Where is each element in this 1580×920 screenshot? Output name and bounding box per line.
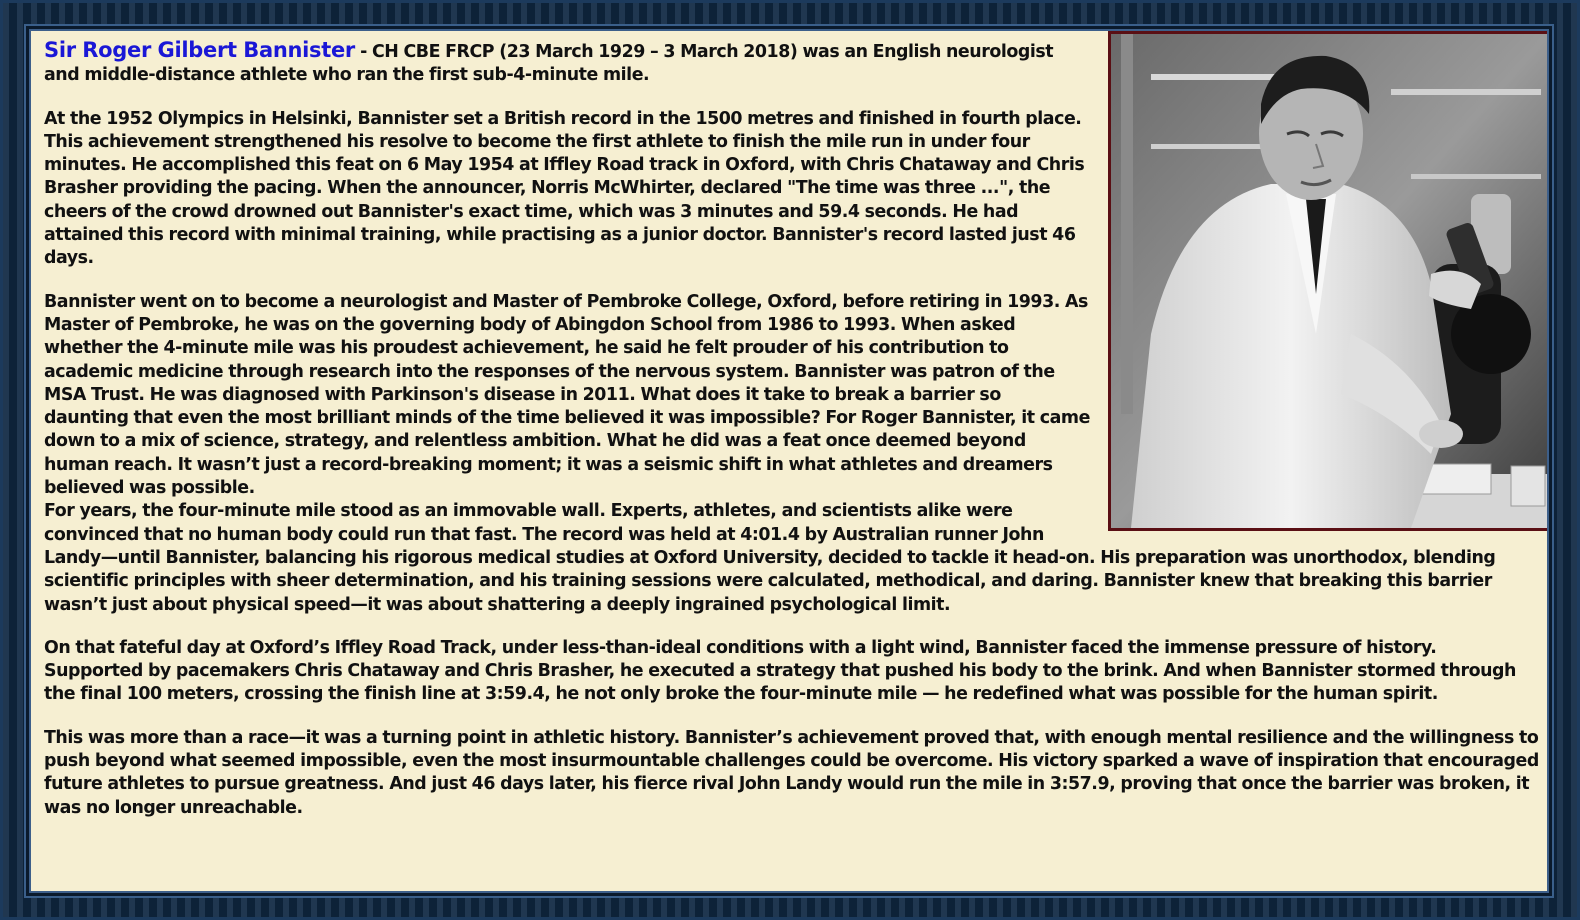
portrait-photo (1108, 31, 1549, 531)
paragraph-legacy: This was more than a race—it was a turning point in athletic history. Bannister’s achievement proved that, with enough mental resilience and the willingness to push beyond what seemed impossible, even the most insurmountable challenges could be overcome. His victory sparked a wave of inspiration that encouraged future athletes to pursue greatness. And just 46 days later, his fierce rival John Landy would run the mile in 3:57.9, proving that once the barrier was broken, it was no longer unreachable. (44, 727, 1539, 818)
content-panel (29, 29, 1549, 893)
paragraph-olympics: At the 1952 Olympics in Helsinki, Bannister set a British record in the 1500 metres and finished in fourth place. This achievement strengthened his resolve to become the first athlete to finish the mile run in under four minutes. He accomplished this feat on 6 May 1954 at Iffley Road track in Oxford, with Chris Chataway and Chris Brasher providing the pacing. When the announcer, Norris McWhirter, declared "The time was three ...", the cheers of the crowd drowned out Bannister's exact time, which was 3 minutes and 59.4 seconds. He had attained this record with minimal training, while practising as a junior doctor. Bannister's record lasted just 46 days. (44, 108, 1085, 269)
person-name: Sir Roger Gilbert Bannister (44, 38, 355, 62)
article-text (44, 39, 1539, 820)
intro-text: - CH CBE FRCP (23 March 1929 – 3 March 2018) was an English neurologist and middle-distance athlete who ran the first sub-4-minute mile. (44, 42, 1054, 86)
photo-illustration (1111, 34, 1549, 528)
paragraph-race-day: On that fateful day at Oxford’s Iffley Road Track, under less-than-ideal conditions with a light wind, Bannister faced the immense pressure of history. Supported by pacemakers Chris Chataway and Chris Brasher, he executed a strategy that pushed his body to the brink. And when Bannister stormed through the final 100 meters, crossing the finish line at 3:59.4, he not only broke the four-minute mile — he redefined what was possible for the human spirit. (44, 637, 1516, 705)
paragraph-four-minute-mile: For years, the four-minute mile stood as an immovable wall. Experts, athletes, and scientists alike were convinced that no human body could run that fast. The record was held at 4:01.4 by Australian runner John Landy—until Bannister, balancing his rigorous medical studies at Oxford University, decided to tackle it head-on. His preparation was unorthodox, blending scientific principles with sheer determination, and his training sessions were calculated, methodical, and daring. Bannister knew that breaking this barrier wasn’t just about physical speed—it was about shattering a deeply ingrained psychological limit. (44, 501, 1496, 615)
paragraph-career: Bannister went on to become a neurologist and Master of Pembroke College, Oxford, before retiring in 1993. As Master of Pembroke, he was on the governing body of Abingdon School from 1986 to 1993. When asked whether the 4-minute mile was his proudest achievement, he said he felt prouder of his contribution to academic medicine through research into the responses of the nervous system. Bannister was patron of the MSA Trust. He was diagnosed with Parkinson's disease in 2011. What does it take to break a barrier so daunting that even the most brilliant minds of the time believed it was impossible? For Roger Bannister, it came down to a mix of science, strategy, and relentless ambition. What he did was a feat once deemed beyond human reach. It wasn’t just a record-breaking moment; it was a seismic shift in what athletes and dreamers believed was possible. (44, 291, 1090, 499)
